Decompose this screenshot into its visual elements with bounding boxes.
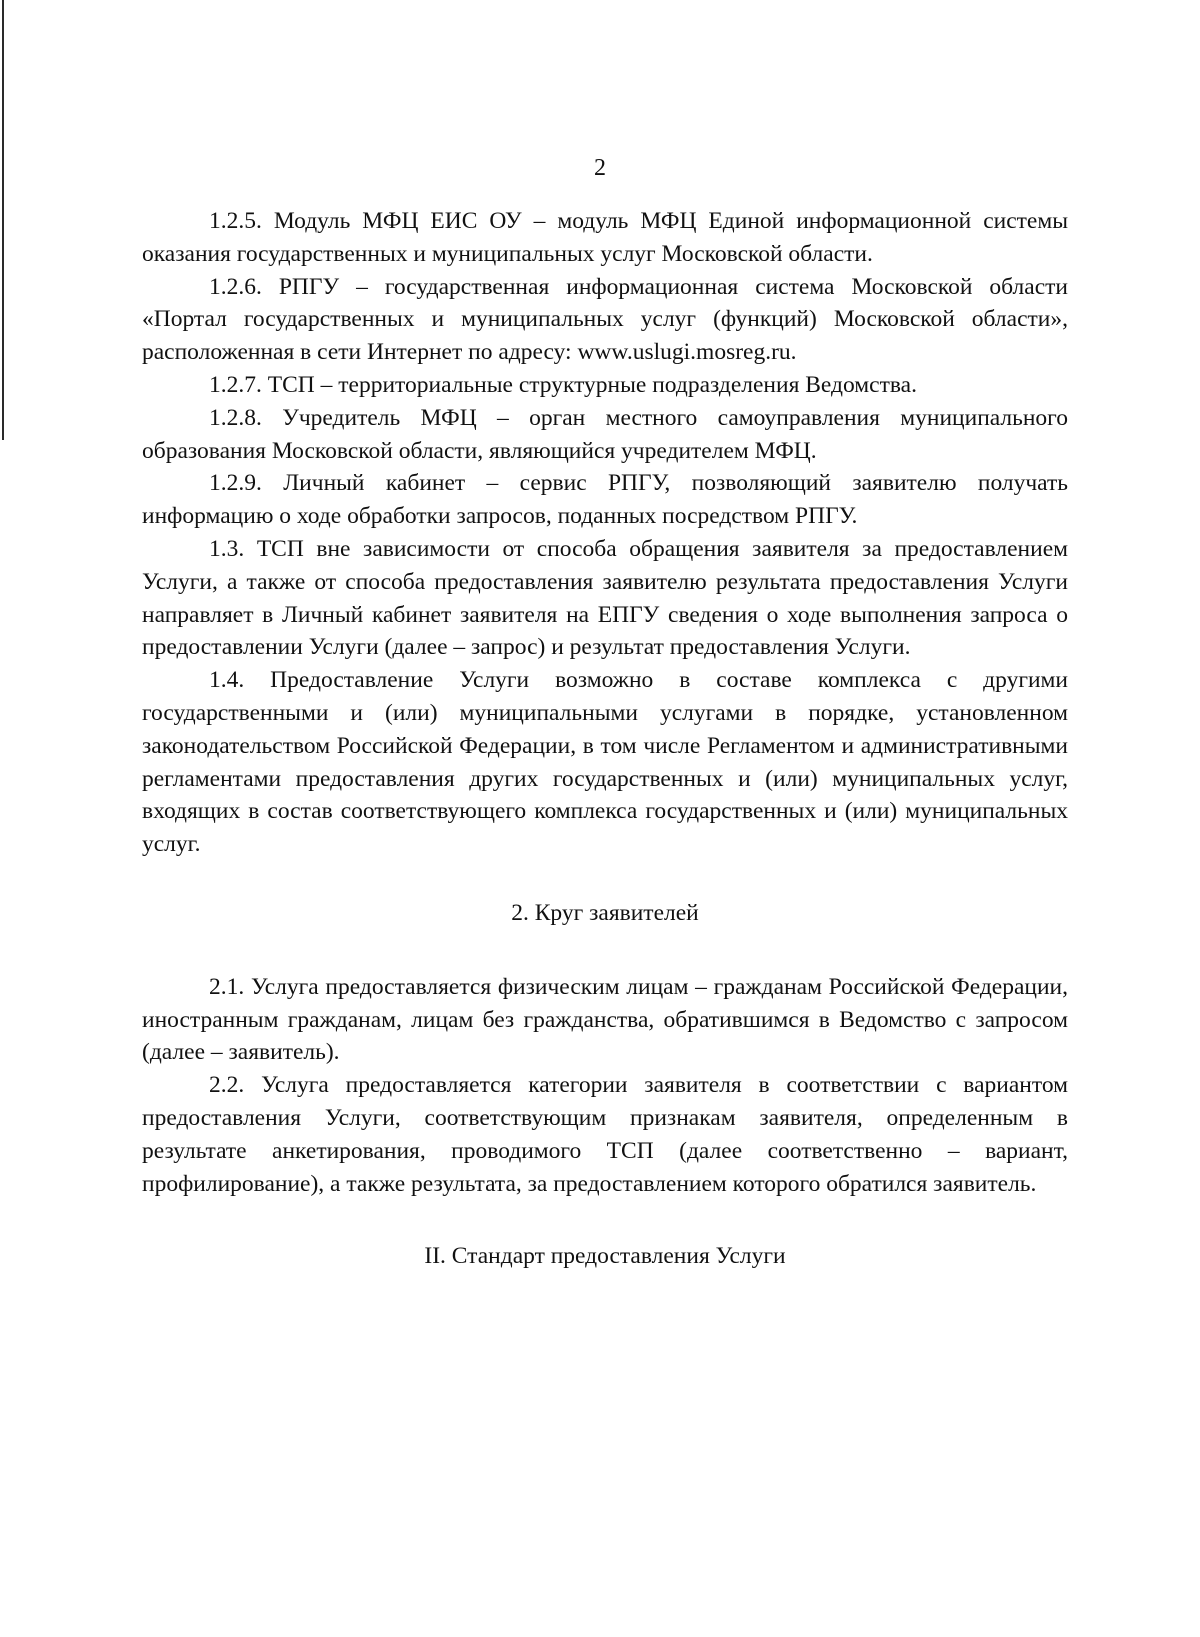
- paragraph-2-1: 2.1. Услуга предоставляется физическим лицам – гражданам Российской Федерации, иностранным гражданам, лицам без гражданства, обратившимся в Ведомство с запросом (далее – заявитель).: [142, 973, 1068, 1066]
- paragraph-1-2-8: 1.2.8. Учредитель МФЦ – орган местного самоуправления муниципального образования Московской области, являющийся учредителем МФЦ.: [142, 404, 1068, 464]
- section-ii-heading: II. Стандарт предоставления Услуги: [424, 1243, 786, 1270]
- body-text: [142, 205, 1068, 1273]
- paragraph-1-2-5: 1.2.5. Модуль МФЦ ЕИС ОУ – модуль МФЦ Единой информационной системы оказания государственных и муниципальных услуг Московской области.: [142, 208, 1068, 267]
- paragraph-1-4: 1.4. Предоставление Услуги возможно в составе комплекса с другими государственными и (или) муниципальными услугами в порядке, установленном законодательством Российской Федерации, в том числе Регламентом и административными регламентами предоставления других государственных и (или) муниципальных услуг, входящих в состав соответствующего комплекса государственных и (или) муниципальных услуг.: [142, 667, 1068, 858]
- section-2-heading: 2. Круг заявителей: [511, 899, 699, 926]
- paragraph-1-3: 1.3. ТСП вне зависимости от способа обращения заявителя за предоставлением Услуги, а также от способа предоставления заявителю результата предоставления Услуги направляет в Личный кабинет заявителя на ЕПГУ сведения о ходе выполнения запроса о предоставлении Услуги (далее – запрос) и результат предоставления Услуги.: [142, 535, 1068, 661]
- paragraph-1-2-9: 1.2.9. Личный кабинет – сервис РПГУ, позволяющий заявителю получать информацию о ходе обработки запросов, поданных посредством РПГУ.: [142, 470, 1068, 530]
- paragraph-1-2-7: 1.2.7. ТСП – территориальные структурные подразделения Ведомства.: [209, 371, 917, 398]
- paragraph-2-2: 2.2. Услуга предоставляется категории заявителя в соответствии с вариантом предоставления Услуги, соответствующим признакам заявителя, определенным в результате анкетирования, проводимого ТСП (далее соответственно – вариант, профилирование), а также результата, за предоставлением которого обратился заявитель.: [142, 1072, 1068, 1197]
- paragraph-1-2-6: 1.2.6. РПГУ – государственная информационная система Московской области «Портал государственных и муниципальных услуг (функций) Московской области», расположенная в сети Интернет по адресу: www.uslugi.mosreg.ru.: [142, 273, 1068, 366]
- page-number: 2: [594, 155, 606, 181]
